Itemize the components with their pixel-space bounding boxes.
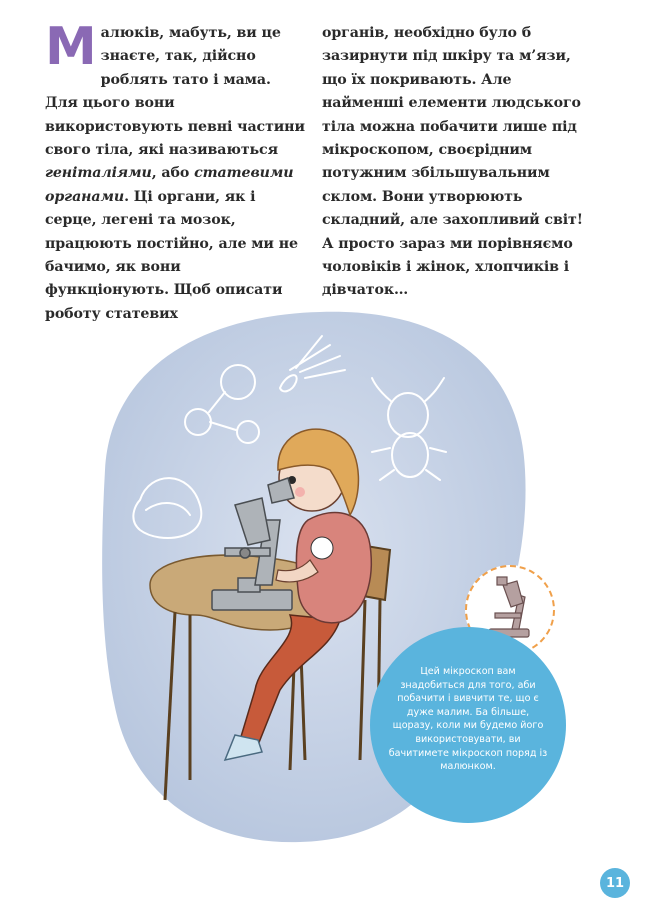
right-paragraph: органів, необхідно було б зазирнути під шкіру та м’язи, що їх покривають. Але найменші елементи людського тіла можна побачити лише під мікроскопом, своєрідним потужним збільшувальним склом. Вони утворюють складний, але захопливий світ! А просто зараз ми порівняємо чоловіків і жінок, хлопчиків і дівчаток… <box>322 25 583 299</box>
drop-cap: М <box>45 17 97 77</box>
body-text-2: , або <box>151 165 195 182</box>
callout-text: Цей мікроскоп вам знадобиться для того, аби побачити і вивчити те, що є дуже малим. Ба більше, щоразу, коли ми будемо його використовувати, ви бачитимете мікроскоп поряд із малюнком. <box>388 666 548 773</box>
term-genitals: геніталіями <box>45 165 152 182</box>
body-text-1: Для цього вони використовують певні частини свого тіла, які називаються <box>45 95 305 159</box>
page-number: 11 <box>600 868 630 898</box>
intro-text: алюків, мабуть, ви це знаєте, так, дійсно роблять тато і мама. <box>100 25 281 88</box>
body-text-3: . Ці органи, як і серце, легені та мозок, працюють постійно, але ми не бачимо, як вони функціонують. Щоб описати роботу статевих <box>45 188 298 322</box>
term-sex-organs: статевими органами <box>45 165 294 205</box>
